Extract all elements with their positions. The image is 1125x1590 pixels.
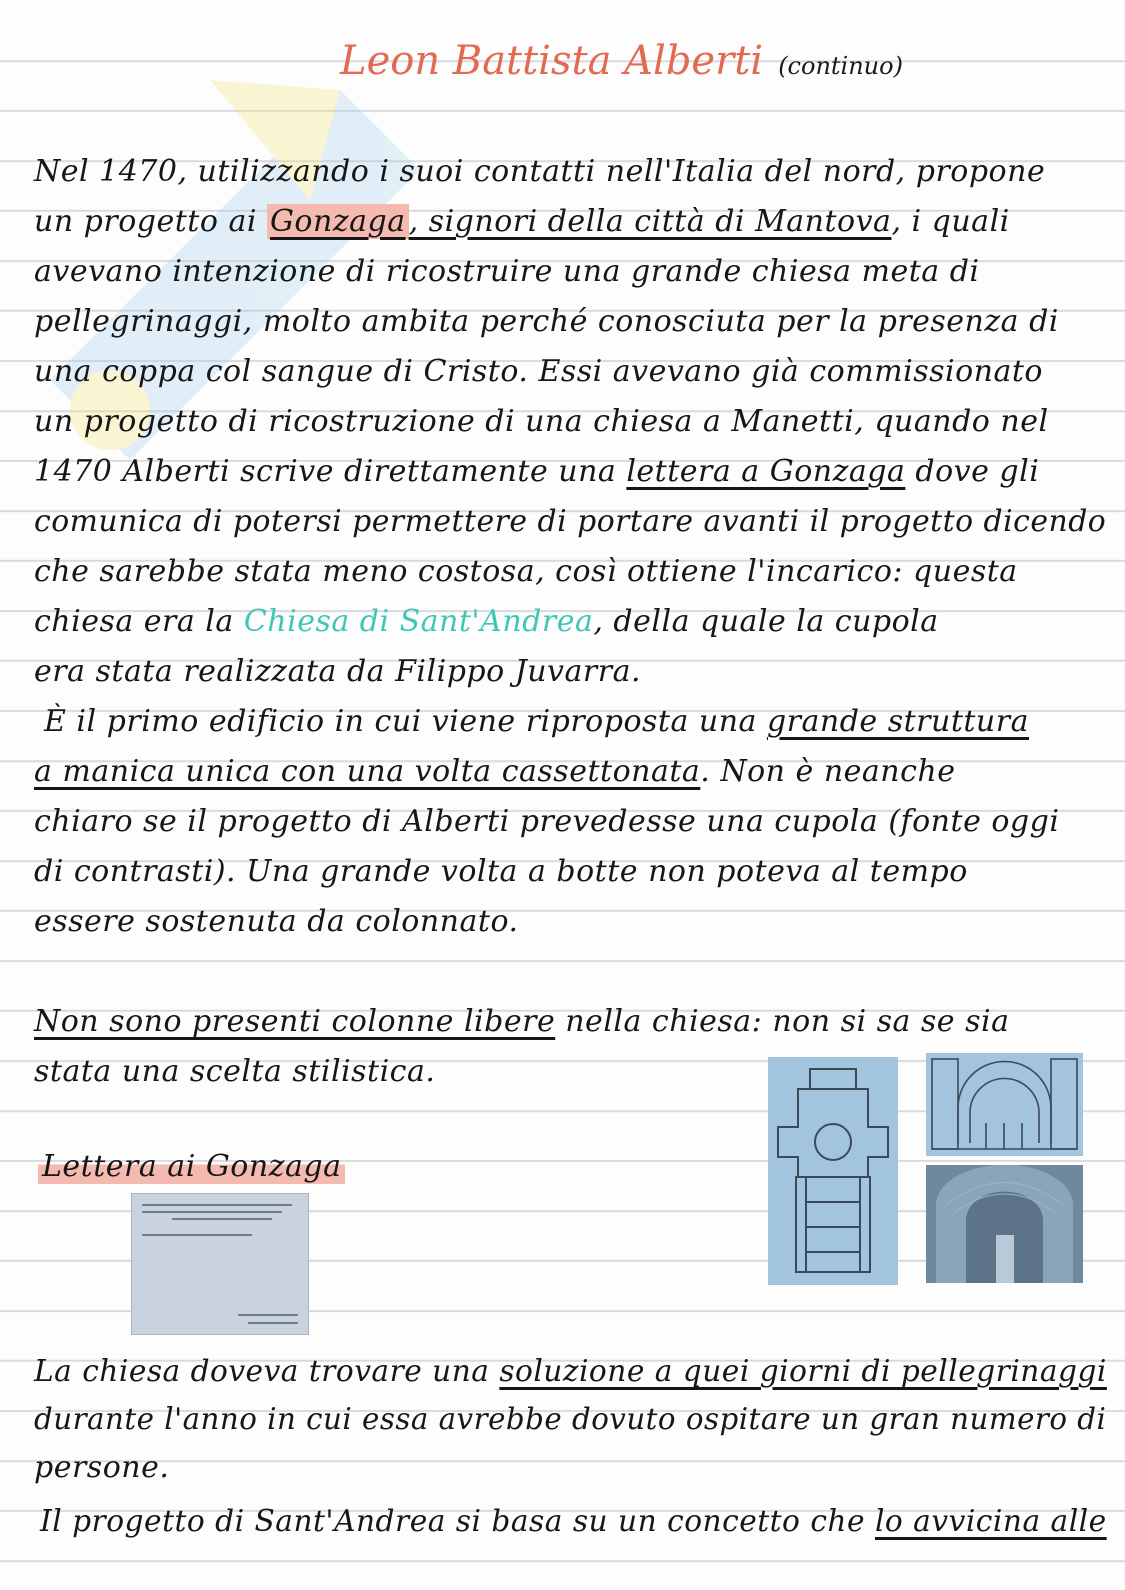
text-line: stata una scelta stilistica. [34,1054,436,1089]
gonzaga-highlight: Gonzaga [267,204,409,239]
text-line: Nel 1470, utilizzando i suoi contatti nell'Italia del nord, propone [34,154,1046,189]
text-line: pellegrinaggi, molto ambita perché conosciuta per la presenza di [34,304,1059,339]
interior-photo-image [926,1165,1083,1283]
text-line: durante l'anno in cui essa avrebbe dovuto ospitare un gran numero di [34,1402,1107,1437]
text-line: chiesa era la Chiesa di Sant'Andrea, della quale la cupola [34,604,939,639]
text-line: a manica unica con una volta cassettonata. Non è neanche [34,754,956,789]
text-line: È il primo edificio in cui viene riproposta una grande struttura [44,704,1029,739]
text-line: La chiesa doveva trovare una soluzione a quei giorni di pellegrinaggi [34,1354,1107,1389]
text-line: persone. [34,1450,170,1485]
title-suffix: (continuo) [778,52,903,80]
church-floor-plan-image [768,1057,898,1285]
text-line: era stata realizzata da Filippo Juvarra. [34,654,641,689]
text-line: una coppa col sangue di Cristo. Essi avevano già commissionato [34,354,1043,389]
text-line: Il progetto di Sant'Andrea si basa su un concetto che lo avvicina alle [40,1504,1107,1539]
text-line: avevano intenzione di ricostruire una grande chiesa meta di [34,254,980,289]
text-line: comunica di potersi permettere di portare avanti il progetto dicendo [34,504,1107,539]
text-line: che sarebbe stata meno costosa, così ottiene l'incarico: questa [34,554,1018,589]
page-title [340,38,903,98]
text-line: essere sostenuta da colonnato. [34,904,519,939]
text-line: un progetto ai Gonzaga , signori della città di Mantova, i quali [34,204,1010,239]
lettera-underline: lettera a Gonzaga [626,454,906,489]
letter-heading: Lettera ai Gonzaga [38,1145,345,1189]
text-line: di contrasti). Una grande volta a botte non poteva al tempo [34,854,968,889]
text-line: chiaro se il progetto di Alberti prevedesse una cupola (fonte oggi [34,804,1060,839]
section-drawing-image [926,1053,1083,1156]
chiesa-teal-text: Chiesa di Sant'Andrea [243,604,594,639]
letter-document-image [131,1193,309,1335]
text-line: Non sono presenti colonne libere nella chiesa: non si sa se sia [34,1004,1010,1039]
text-line: un progetto di ricostruzione di una chiesa a Manetti, quando nel [34,404,1049,439]
text-line: 1470 Alberti scrive direttamente una lettera a Gonzaga dove gli [34,454,1040,489]
title-main: Leon Battista Alberti [340,38,764,84]
